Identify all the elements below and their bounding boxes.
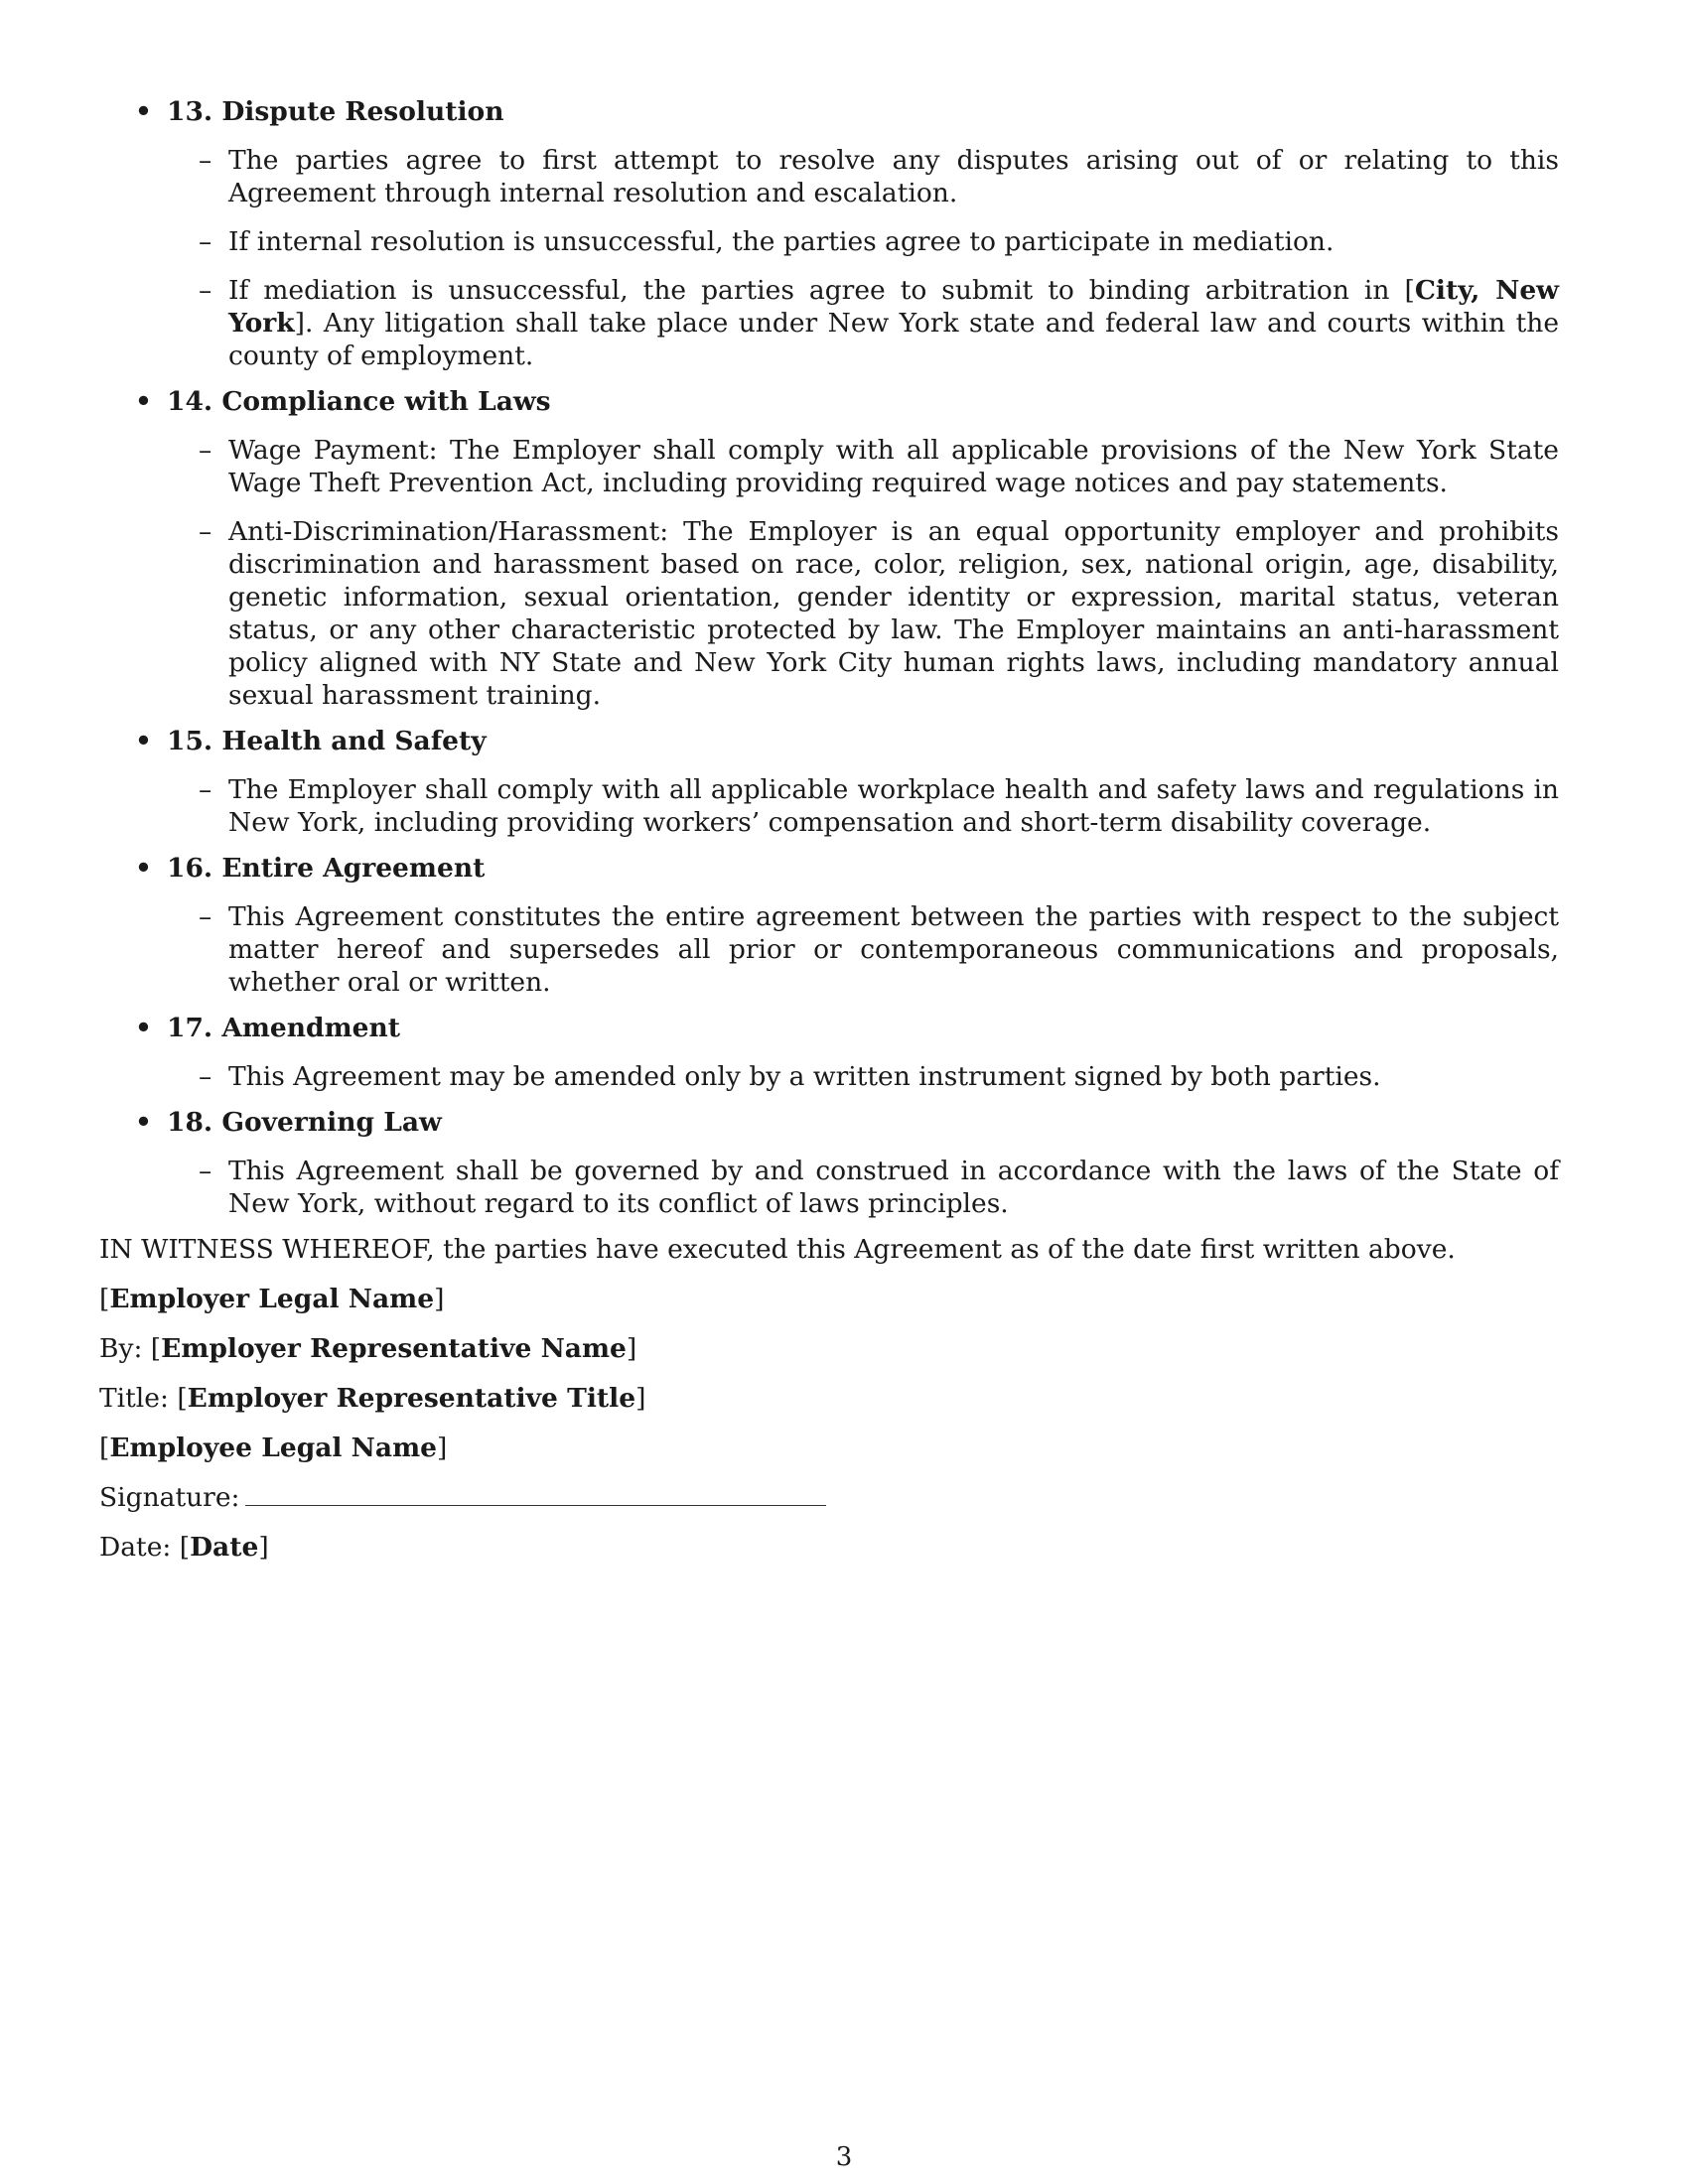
bullet-icon: • [135,853,152,884]
list-item: – This Agreement constitutes the entire agreement between the parties with respect to the subject matter hereof and supersedes all prior or contemporaneous communications and proposals, whether oral or written. [199,901,1559,998]
section-amendment [99,1012,1589,1093]
employer-legal-name: Employer Legal Name [109,1284,435,1314]
date-value: Date [190,1532,259,1563]
title-line: Title: [Employer Representative Title] [99,1383,646,1414]
section-title: 18. Governing Law [167,1107,442,1138]
dash-icon: – [199,901,212,932]
bullet-icon: • [135,386,152,417]
list-item: – Anti-Discrimination/Harassment: The Employer is an equal opportunity employer and prohibits discrimination and harassment based on race, color, religion, sex, national origin, age, disability, genetic information, sexual orientation, gender identity or expression, marital status, veteran status, or any other characteristic protected by law. The Employer maintains an anti-harassment policy aligned with NY State and New York City human rights laws, including mandatory annual sexual harassment training. [199,516,1559,711]
signature-field[interactable] [245,1481,826,1506]
date-line: Date: [Date] [99,1532,269,1563]
dash-icon: – [199,226,212,257]
representative-name: Employer Representative Name [161,1333,627,1364]
list-item: – This Agreement shall be governed by and construed in accordance with the laws of the State of New York, without regard to its conflict of laws principles. [199,1156,1559,1219]
section-title: 13. Dispute Resolution [167,96,504,127]
bullet-icon: • [135,726,152,756]
dash-icon: – [199,1156,212,1186]
list-item: – If internal resolution is unsuccessful, the parties agree to participate in mediation. [199,226,1335,257]
dash-icon: – [199,145,212,176]
signature-block [99,1283,1589,1564]
section-compliance-with-laws [99,385,1589,712]
list-item: – The parties agree to first attempt to resolve any disputes arising out of or relating to this Agreement through internal resolution and escalation. [199,145,1559,208]
by-line: By: [Employer Representative Name] [99,1333,637,1364]
placeholder-city: City, New York [228,275,1559,339]
witness-statement: IN WITNESS WHEREOF, the parties have executed this Agreement as of the date first written above. [99,1234,1456,1265]
section-entire-agreement [99,852,1589,999]
section-governing-law [99,1106,1589,1220]
employer-name-line: [Employer Legal Name] [99,1284,445,1314]
section-health-and-safety [99,725,1589,839]
dash-icon: – [199,774,212,805]
dash-icon: – [199,275,212,306]
representative-title: Employer Representative Title [187,1383,636,1414]
dash-icon: – [199,516,212,547]
bullet-icon: • [135,1107,152,1138]
dash-icon: – [199,1061,212,1092]
signature-line: Signature: [99,1481,1589,1514]
dash-icon: – [199,435,212,466]
employee-legal-name: Employee Legal Name [109,1433,437,1463]
employee-name-line: [Employee Legal Name] [99,1433,448,1463]
list-item: – This Agreement may be amended only by a written instrument signed by both parties. [199,1061,1381,1092]
section-title: 14. Compliance with Laws [167,386,551,417]
document-page [99,95,1589,1580]
list-item: – The Employer shall comply with all applicable workplace health and safety laws and regulations in New York, including providing workers’ compensation and short-term disability coverage. [199,774,1559,838]
bullet-icon: • [135,96,152,127]
section-title: 16. Entire Agreement [167,853,486,884]
page-number: 3 [835,2142,853,2172]
bullet-icon: • [135,1013,152,1043]
section-title: 17. Amendment [167,1013,400,1043]
list-item: – If mediation is unsuccessful, the parties agree to submit to binding arbitration in [City, New York]. Any litigation shall take place under New York state and federal law and courts within the county of employment. [199,275,1559,371]
section-dispute-resolution [99,95,1589,372]
list-item: – Wage Payment: The Employer shall comply with all applicable provisions of the New York State Wage Theft Prevention Act, including providing required wage notices and pay statements. [199,435,1559,498]
section-title: 15. Health and Safety [167,726,487,756]
